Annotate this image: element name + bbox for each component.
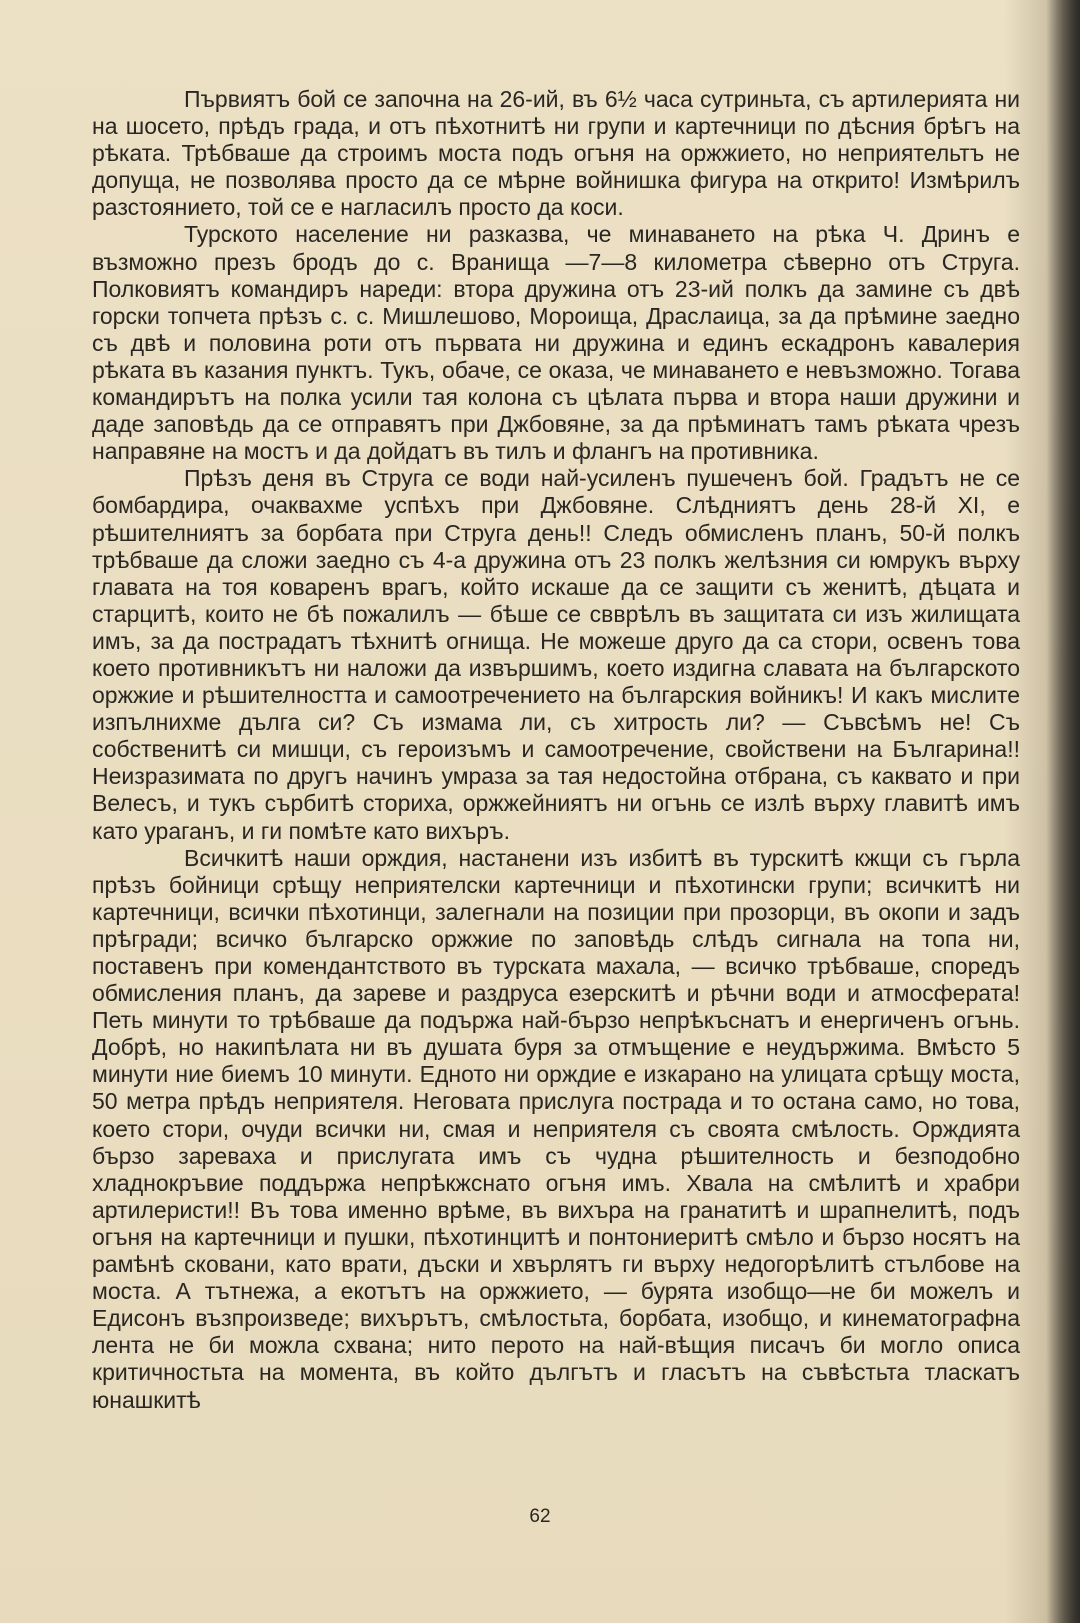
page-binding-shadow <box>1046 0 1080 1623</box>
body-text <box>92 86 1020 1414</box>
paragraph-3: Прѣзъ деня въ Струга се води най-усиленъ пушеченъ бой. Градътъ не се бомбардира, очаквахме успѣхъ при Джбовяне. Слѣдниятъ день 28-й XI, е рѣшителниятъ за борбата при Струга день!! Следъ обмисленъ планъ, 50-й полкъ трѣбваше да сложи заедно съ 4-а дружина отъ 23 полкъ желѣзния си юмрукъ върху главата на тоя коваренъ врагъ, който искаше да се защити съ женитѣ, дѣцата и старцитѣ, които не бѣ пожалилъ — бѣше се свврѣлъ въ защитата си изъ жилищата имъ, за да пострадатъ тѣхнитѣ огнища. Не можеше друго да са стори, освенъ това което противникътъ ни наложи да извършимъ, което издигна славата на българското оржжие и рѣшителността и самоотречението на българския войникъ! И какъ мислите изпълнихме дълга си? Съ измама ли, съ хитрость ли? — Съвсѣмъ не! Съ собственитѣ си мишци, съ героизъмъ и самоотречение, свойствени на Българина!! Неизразимата по другъ начинъ умраза за тая недостойна отбрана, съ каквато и при Велесъ, и тукъ сърбитѣ сториха, оржжейниятъ ни огънь се излѣ върху главитѣ имъ като ураганъ, и ги помѣте като вихъръ. <box>92 465 1020 844</box>
paragraph-1: Първиятъ бой се започна на 26-ий, въ 6½ часа сутриньта, съ артилерията ни на шосето, прѣдъ града, и отъ пѣхотнитѣ ни групи и картечници по дѣсния брѣгъ на рѣката. Трѣбваше да строимъ моста подъ огъня на оржжието, но неприятельтъ не допуща, не позволява просто да се мѣрне войнишка фигура на открито! Измѣрилъ разстоянието, той се е нагласилъ просто да коси. <box>92 86 1020 221</box>
paragraph-2: Турското население ни разказва, че минаването на рѣка Ч. Дринъ е възможно презъ бродъ до с. Вранища —7—8 километра сѣверно отъ Струга. Полковиятъ командиръ нареди: втора дружина отъ 23-ий полкъ да замине съ двѣ горски топчета прѣзъ с. с. Мишлешово, Мороища, Драслаица, за да прѣмине заедно съ двѣ и половина роти отъ първата ни дружина и единъ ескадронъ кавалерия рѣката въ казания пунктъ. Тукъ, обаче, се оказа, че минаването е невъзможно. Тогава командирътъ на полка усили тая колона съ цѣлата първа и втора наши дружини и даде заповѣдь да се отправятъ при Джбовяне, за да прѣминатъ тамъ рѣката чрезъ направяне на мостъ и да дойдатъ въ тилъ и флангъ на противника. <box>92 221 1020 465</box>
paragraph-4: Всичкитѣ наши орждия, настанени изъ избитѣ въ турскитѣ кжщи съ гърла прѣзъ бойници срѣщу неприятелски картечници и пѣхотински групи; всичкитѣ ни картечници, всички пѣхотинци, залегнали на позиции при прозорци, въ окопи и задъ прѣгради; всичко българско оржжие по заповѣдь слѣдъ сигнала на топа ни, поставенъ при комендантството въ турската махала, — всичко трѣбваше, споредъ обмисления планъ, да зареве и раздруса езерскитѣ и рѣчни води и атмосферата! Петь минути то трѣбваше да подържа най-бързо непрѣкъснатъ и енергиченъ огънь. Добрѣ, но накипѣлата ни въ душата буря за отмъщение е неудържима. Вмѣсто 5 минути ние биемъ 10 минути. Едното ни орждие е изкарано на улицата срѣщу моста, 50 метра прѣдъ неприятеля. Неговата прислуга пострада и то остана само, но това, което стори, очуди всички ни, смая и неприятеля съ своята смѣлость. Орждията бързо зареваха и прислугата имъ съ чудна рѣшителность и безподобно хладнокръвие поддържа непрѣкжснато огъня имъ. Хвала на смѣлитѣ и храбри артилеристи!! Въ това именно врѣме, въ вихъра на гранатитѣ и шрапнелитѣ, подъ огъня на картечници и пушки, пѣхотинцитѣ и понтониеритѣ смѣло и бързо носятъ на рамѣнѣ сковани, като врати, дъски и хвърлятъ ги върху недогорѣлитѣ стълбове на моста. А тътнежа, а екотътъ на оржжието, — бурята изобщо—не би можелъ и Едисонъ възпроизведе; вихърътъ, смѣлостьта, борбата, изобщо, и кинематографна лента не би можла схвана; нито перото на най-вѣщия писачъ би могло описа критичностьта на момента, въ който дългътъ и гласътъ на съвѣстьта тласкатъ юнашкитѣ <box>92 844 1020 1413</box>
page-number: 62 <box>529 1506 551 1527</box>
